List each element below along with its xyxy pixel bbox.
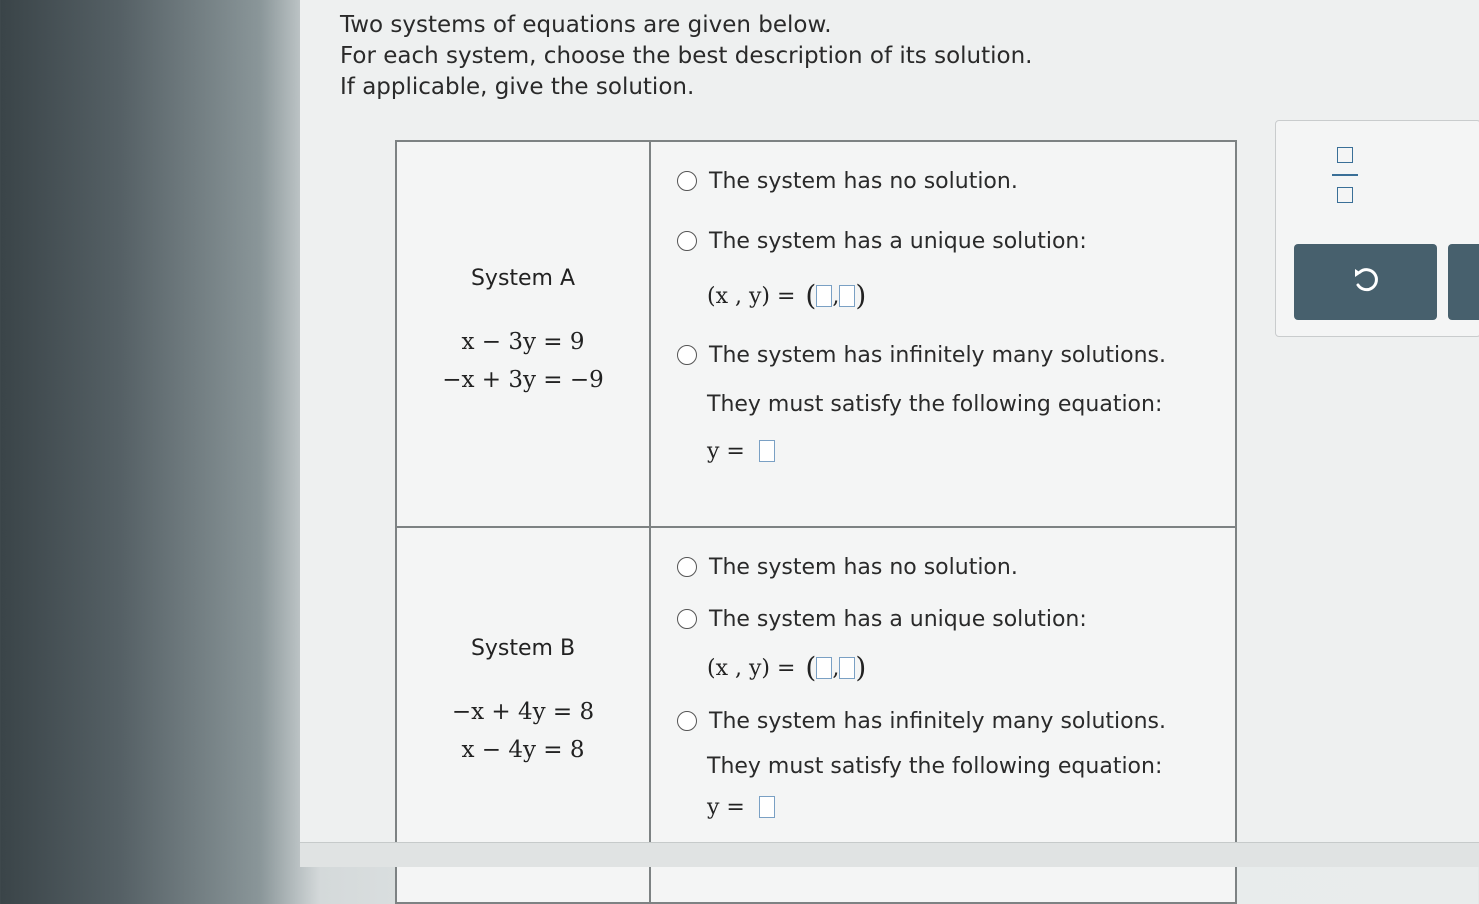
system-b-option-no-solution[interactable] [677, 550, 1237, 584]
instructions [340, 10, 1033, 103]
system-b-equation-2: x − 4y = 8 [461, 737, 585, 763]
system-a-cell [397, 266, 649, 399]
comma: , [832, 655, 840, 681]
system-a-unique-answer [707, 276, 1237, 316]
system-a-infinite-lhs: y = [707, 438, 745, 464]
system-b-infinite-lhs: y = [707, 794, 745, 820]
system-a-radio-unique[interactable] [677, 231, 697, 251]
system-a-infinite-sub: They must satisfy the following equation: [707, 392, 1163, 417]
system-a-no-solution-label: The system has no solution. [709, 168, 1018, 194]
math-tools-panel [1275, 120, 1479, 337]
instruction-line-3: If applicable, give the solution. [340, 74, 695, 100]
system-b-unique-label: The system has a unique solution: [709, 606, 1087, 632]
table-divider-vertical [649, 142, 651, 902]
system-a-equation-2: −x + 3y = −9 [442, 367, 604, 393]
table-divider-horizontal [397, 526, 1235, 528]
system-b-cell [397, 636, 649, 769]
open-paren: ( [805, 279, 817, 312]
system-b-y-input[interactable] [839, 657, 855, 679]
systems-table [395, 140, 1237, 904]
system-a-unique-lhs: (x , y) = [707, 283, 796, 309]
system-b-unique-lhs: (x , y) = [707, 655, 796, 681]
system-a-y-input[interactable] [839, 285, 855, 307]
system-a-equation-input[interactable] [759, 440, 775, 462]
system-b-options [677, 550, 1237, 827]
system-b-infinite-answer [707, 787, 1237, 827]
system-a-infinite-answer [707, 431, 1237, 471]
system-a-option-no-solution[interactable] [677, 164, 1237, 198]
system-a-radio-no-solution[interactable] [677, 171, 697, 191]
system-a-option-unique[interactable] [677, 224, 1237, 258]
system-b-equation-input[interactable] [759, 796, 775, 818]
system-a-unique-label: The system has a unique solution: [709, 228, 1087, 254]
fraction-bar [1332, 174, 1358, 176]
fraction-icon[interactable] [1331, 147, 1359, 203]
system-a-option-infinite[interactable] [677, 338, 1237, 372]
system-b-x-input[interactable] [816, 657, 832, 679]
system-b-title: System B [470, 636, 576, 661]
system-b-radio-no-solution[interactable] [677, 557, 697, 577]
system-b-infinite-label: The system has infinitely many solutions. [709, 708, 1167, 734]
undo-button[interactable] [1294, 244, 1437, 320]
system-a-infinite-label: The system has infinitely many solutions. [709, 342, 1167, 368]
close-paren: ) [855, 279, 867, 312]
system-b-unique-answer [707, 648, 1237, 688]
system-b-option-unique[interactable] [677, 602, 1237, 636]
system-a-title: System A [470, 266, 576, 291]
system-b-no-solution-label: The system has no solution. [709, 554, 1018, 580]
denominator-box [1337, 187, 1353, 203]
close-paren: ) [855, 651, 867, 684]
system-b-infinite-sub: They must satisfy the following equation: [707, 754, 1163, 779]
system-b-option-infinite[interactable] [677, 704, 1237, 738]
comma: , [832, 283, 840, 309]
bottom-bar [300, 842, 1479, 867]
system-a-equation-1: x − 3y = 9 [461, 329, 585, 355]
next-tool-button[interactable] [1448, 244, 1479, 320]
system-a-options [677, 164, 1237, 471]
instruction-line-2: For each system, choose the best description of its solution. [340, 43, 1033, 69]
open-paren: ( [805, 651, 817, 684]
system-a-radio-infinite[interactable] [677, 345, 697, 365]
system-a-x-input[interactable] [816, 285, 832, 307]
undo-icon [1349, 263, 1383, 301]
system-b-radio-infinite[interactable] [677, 711, 697, 731]
instruction-line-1: Two systems of equations are given below. [340, 12, 832, 38]
numerator-box [1337, 147, 1353, 163]
system-b-equation-1: −x + 4y = 8 [451, 699, 595, 725]
system-b-radio-unique[interactable] [677, 609, 697, 629]
